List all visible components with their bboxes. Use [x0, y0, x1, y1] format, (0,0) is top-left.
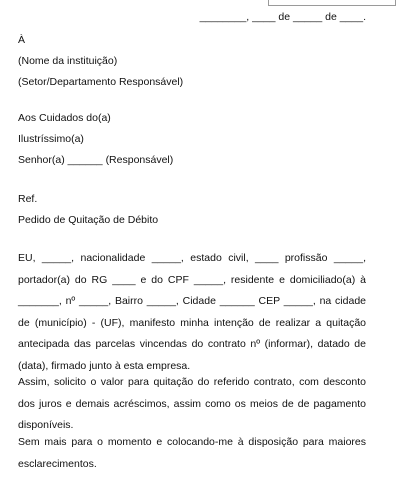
attention-line-3: Senhor(a) ______ (Responsável) — [18, 154, 174, 166]
attention-line-2: Ilustríssimo(a) — [18, 133, 84, 145]
body-paragraph-3: Sem mais para o momento e colocando-me à disposição para maiores esclarecimentos. — [18, 436, 366, 470]
attention-block — [18, 108, 372, 171]
attention-line-1: Aos Cuidados do(a) — [18, 112, 111, 124]
reference-block — [18, 189, 372, 231]
reference-subject: Pedido de Quitação de Débito — [18, 214, 159, 226]
date-line: ________, ____ de _____ de ____. — [199, 11, 366, 23]
recipient-institution: (Nome da instituição) — [18, 55, 118, 67]
recipient-to: À — [18, 34, 26, 46]
recipient-department: (Setor/Departamento Responsável) — [18, 76, 184, 88]
recipient-block — [18, 30, 372, 93]
body-paragraph-2: Assim, solicito o valor para quitação do referido contrato, com desconto dos juros e demais acréscimos, assim como os meios de de pagamento disponíveis. — [18, 376, 366, 431]
reference-label: Ref. — [18, 193, 38, 205]
header-field-box — [268, 0, 396, 6]
body-paragraph-1: EU, _____, nacionalidade _____, estado civil, ____ profissão _____, portador(a) do RG ____ e do CPF _____, residente e domiciliado(a) à _______, nº _____, Bairro _____, Cidade ______ CEP _____, na cidade de (município) - (UF), manifesto minha intenção de realizar a quitação antecipada das parcelas vincendas do contrato nº (informar), datado de (data), firmado junto à esta empresa. — [18, 252, 366, 372]
